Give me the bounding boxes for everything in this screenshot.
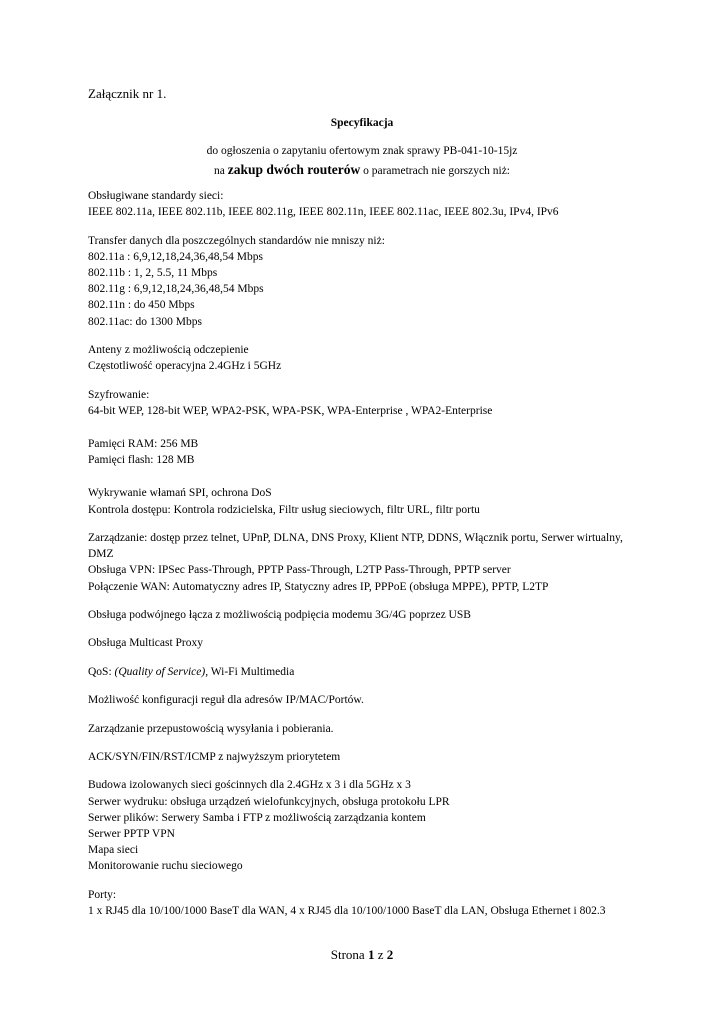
- subtitle-prefix: na: [213, 165, 225, 177]
- encryption-heading: Szyfrowanie:: [88, 388, 150, 401]
- ports-list: 1 x RJ45 dla 10/100/1000 BaseT dla WAN, 4 x RJ45 dla 10/100/1000 BaseT dla LAN, Obsługa Ethernet i 802.3: [88, 904, 606, 917]
- specification-body: [88, 188, 648, 931]
- vpn-line: Obsługa VPN: IPSec Pass-Through, PPTP Pass-Through, L2TP Pass-Through, PPTP server: [88, 564, 511, 577]
- section-ports: [88, 887, 648, 919]
- subtitle-line-2: [0, 162, 724, 178]
- ram-line: Pamięci RAM: 256 MB: [88, 438, 199, 450]
- frequency-line: Częstotliwość operacyjna 2.4GHz i 5GHz: [88, 360, 282, 373]
- antennas-line: Anteny z możliwością odczepienie: [88, 344, 249, 356]
- encryption-list: 64-bit WEP, 128-bit WEP, WPA2-PSK, WPA-PSK, WPA-Enterprise , WPA2-Enterprise: [88, 404, 493, 417]
- standards-list: IEEE 802.11a, IEEE 802.11b, IEEE 802.11g, IEEE 802.11n, IEEE 802.11ac, IEEE 802.3u, IPv4, IPv6: [88, 206, 559, 219]
- rules-line: Możliwość konfiguracji reguł dla adresów IP/MAC/Portów.: [88, 694, 364, 707]
- footer-label: Strona: [330, 947, 365, 962]
- guest-networks-line: Budowa izolowanych sieci gościnnych dla 2.4GHz x 3 i dla 5GHz x 3: [88, 779, 411, 792]
- transfer-80211n: 802.11n : do 450 Mbps: [88, 299, 195, 312]
- subtitle-line-1: do ogłoszenia o zapytaniu ofertowym znak sprawy PB-041-10-15jz: [206, 145, 518, 157]
- section-management: [88, 530, 648, 595]
- pptp-vpn-line: Serwer PPTP VPN: [88, 827, 175, 840]
- multicast-line: Obsługa Multicast Proxy: [88, 637, 203, 650]
- section-qos: [88, 664, 648, 680]
- document-title: Specyfikacja: [330, 117, 394, 129]
- section-standards: [88, 188, 648, 220]
- transfer-80211a: 802.11a : 6,9,12,18,24,36,48,54 Mbps: [88, 250, 263, 263]
- section-memory: [88, 436, 648, 468]
- section-encryption: [88, 387, 648, 419]
- section-security: [88, 485, 648, 517]
- wan-line: Połączenie WAN: Automatyczny adres IP, Statyczny adres IP, PPPoE (obsługa MPPE), PPTP, L2TP: [88, 580, 549, 593]
- qos-prefix: QoS:: [88, 665, 112, 678]
- transfer-80211ac: 802.11ac: do 1300 Mbps: [88, 315, 202, 328]
- transfer-80211b: 802.11b : 1, 2, 5.5, 11 Mbps: [88, 267, 218, 279]
- management-line: Zarządzanie: dostęp przez telnet, UPnP, DLNA, DNS Proxy, Klient NTP, DDNS, Włącznik portu, Serwer wirtualny, DMZ: [88, 532, 623, 561]
- transfer-heading: Transfer danych dla poszczególnych standardów nie mniszy niż:: [88, 234, 385, 247]
- section-transfer: [88, 233, 648, 330]
- access-control-line: Kontrola dostępu: Kontrola rodzicielska, Filtr usług sieciowych, filtr URL, filtr portu: [88, 503, 480, 516]
- section-dual-link: [88, 607, 648, 623]
- priority-line: ACK/SYN/FIN/RST/ICMP z najwyższym priorytetem: [88, 750, 341, 763]
- section-features: [88, 777, 648, 874]
- qos-italic: (Quality of Service),: [114, 665, 209, 678]
- footer-current-page: 1: [367, 947, 375, 962]
- bandwidth-line: Zarządzanie przepustowością wysyłania i pobierania.: [88, 722, 334, 735]
- qos-line: [88, 664, 648, 680]
- footer-separator: z: [377, 947, 384, 962]
- section-antennas: [88, 342, 648, 374]
- subtitle-suffix: o parametrach nie gorszych niż:: [363, 165, 510, 177]
- flash-line: Pamięci flash: 128 MB: [88, 454, 195, 467]
- footer-total-pages: 2: [386, 947, 394, 962]
- file-server-line: Serwer plików: Serwery Samba i FTP z możliwością zarządzania kontem: [88, 811, 426, 824]
- subtitle-subject: zakup dwóch routerów: [227, 162, 361, 177]
- section-multicast: [88, 635, 648, 651]
- qos-suffix: Wi-Fi Multimedia: [210, 665, 295, 678]
- section-bandwidth: [88, 721, 648, 737]
- dual-link-line: Obsługa podwójnego łącza z możliwością podpięcia modemu 3G/4G poprzez USB: [88, 609, 471, 621]
- section-priority: [88, 749, 648, 765]
- section-rules: [88, 692, 648, 708]
- annex-label: Załącznik nr 1.: [88, 86, 167, 101]
- transfer-80211g: 802.11g : 6,9,12,18,24,36,48,54 Mbps: [88, 283, 264, 296]
- standards-heading: Obsługiwane standardy sieci:: [88, 190, 224, 202]
- page-footer: [0, 947, 724, 963]
- traffic-monitor-line: Monitorowanie ruchu sieciowego: [88, 860, 243, 873]
- network-map-line: Mapa sieci: [88, 844, 139, 857]
- intrusion-line: Wykrywanie włamań SPI, ochrona DoS: [88, 487, 272, 500]
- ports-heading: Porty:: [88, 888, 117, 901]
- print-server-line: Serwer wydruku: obsługa urządzeń wielofunkcyjnych, obsługa protokołu LPR: [88, 795, 450, 808]
